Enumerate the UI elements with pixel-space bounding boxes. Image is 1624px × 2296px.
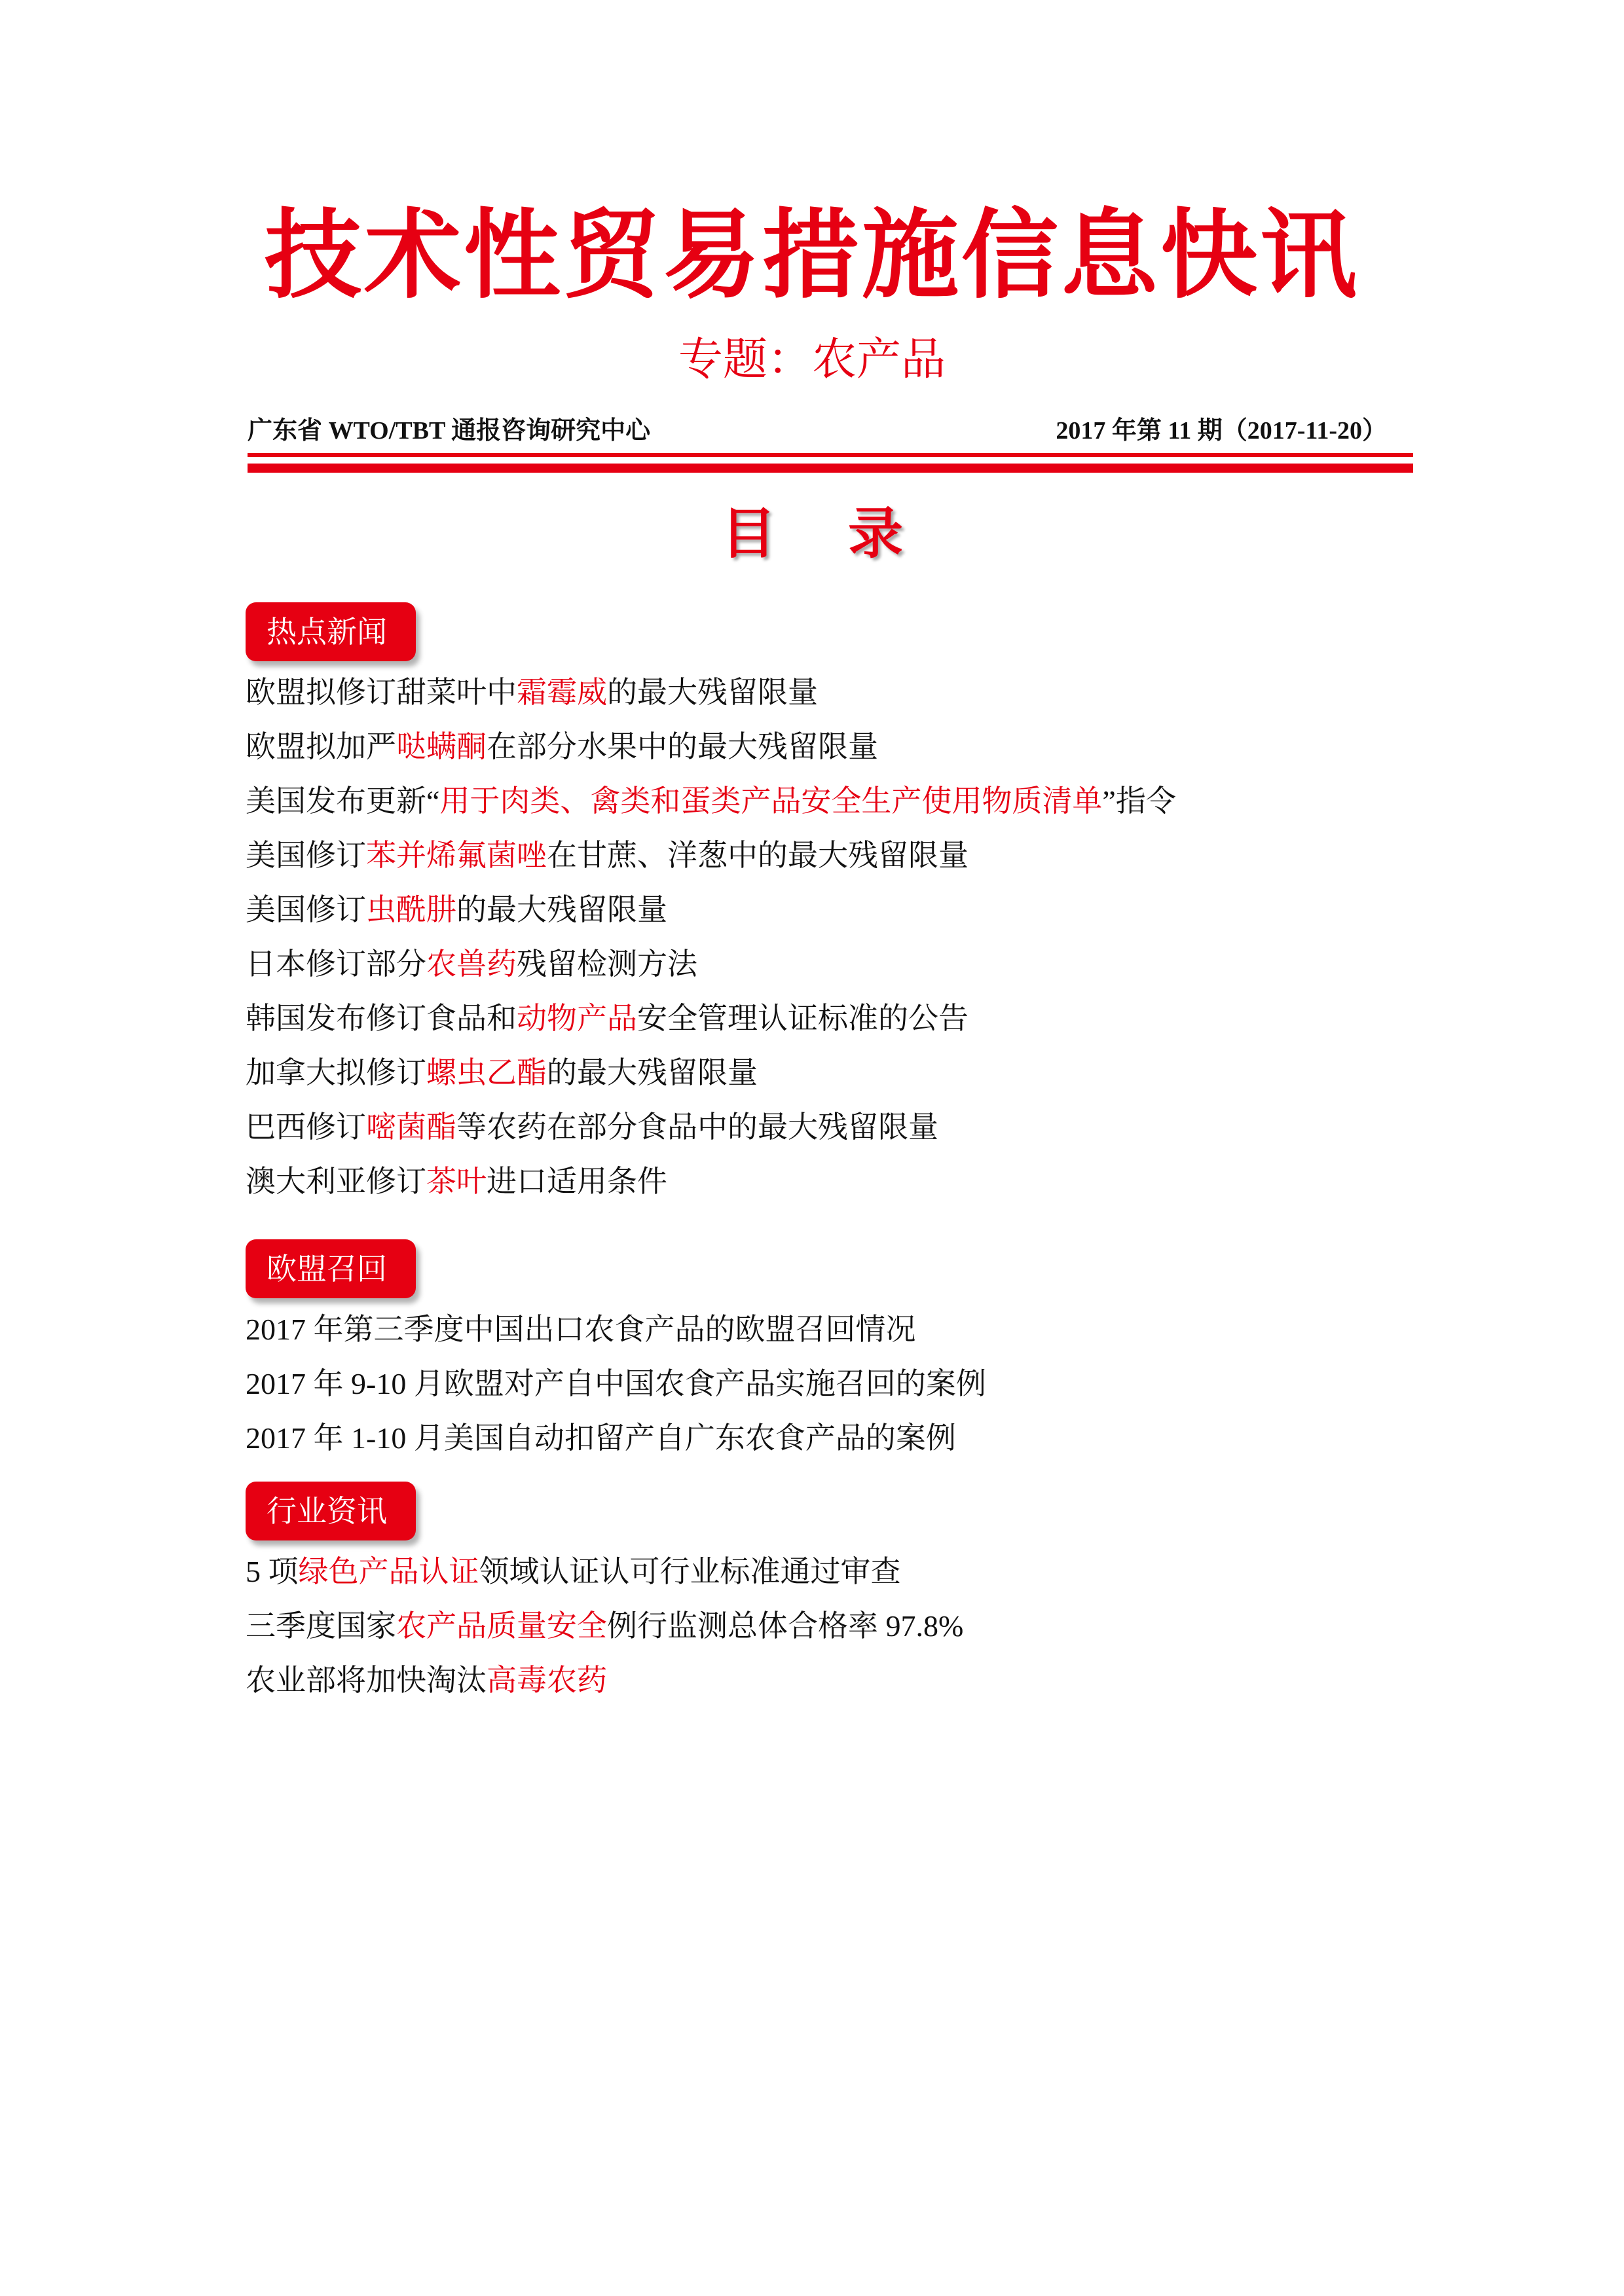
item-text: 美国修订 <box>246 839 366 872</box>
item-highlight: 霜霉威 <box>517 676 607 709</box>
item-text: 农业部将加快淘汰 <box>246 1664 487 1697</box>
item-text: 巴西修订 <box>246 1110 366 1144</box>
toc-item[interactable] <box>246 1411 1424 1465</box>
organization-name: 广东省 WTO/TBT 通报咨询研究中心 <box>248 417 651 445</box>
toc-item[interactable] <box>246 1599 1424 1653</box>
item-text: 欧盟拟加严 <box>246 730 396 763</box>
section-eu-recall <box>246 1239 1424 1465</box>
item-text: 残留检测方法 <box>517 947 697 981</box>
item-text: 澳大利亚修订 <box>246 1165 426 1198</box>
item-text: 2017 年第三季度中国出口农食产品的欧盟召回情况 <box>246 1313 916 1346</box>
toc-item[interactable] <box>246 1357 1424 1411</box>
item-text: 的最大残留限量 <box>456 893 667 926</box>
toc-item[interactable] <box>246 1302 1424 1357</box>
toc-item[interactable] <box>246 937 1424 991</box>
item-text: 进口适用条件 <box>487 1165 667 1198</box>
item-text: 韩国发布修订食品和 <box>246 1002 517 1035</box>
item-highlight: 苯并烯氟菌唑 <box>366 839 547 872</box>
item-highlight: 农兽药 <box>426 947 517 981</box>
item-highlight: 虫酰肼 <box>366 893 456 926</box>
item-highlight: 哒螨酮 <box>396 730 487 763</box>
item-highlight: 嘧菌酯 <box>366 1110 456 1144</box>
bulletin-subtitle: 专题：农产品 <box>678 334 946 386</box>
toc-item[interactable] <box>246 774 1424 828</box>
item-highlight: 茶叶 <box>426 1165 487 1198</box>
toc-item[interactable] <box>246 1653 1424 1707</box>
item-highlight: 绿色产品认证 <box>298 1555 479 1588</box>
toc-item[interactable] <box>246 665 1424 720</box>
item-text: 例行监测总体合格率 97.8% <box>607 1609 964 1643</box>
toc-item[interactable] <box>246 1046 1424 1100</box>
item-text: 安全管理认证标准的公告 <box>637 1002 969 1035</box>
toc-item[interactable] <box>246 1154 1424 1209</box>
item-text: ”指令 <box>1102 784 1176 818</box>
toc-item[interactable] <box>246 828 1424 883</box>
item-text: 等农药在部分食品中的最大残留限量 <box>456 1110 938 1144</box>
item-text: 欧盟拟修订甜菜叶中 <box>246 676 517 709</box>
section-hot-news <box>246 602 1424 1209</box>
item-text: 领域认证认可行业标准通过审查 <box>479 1555 901 1588</box>
item-highlight: 用于肉类、禽类和蛋类产品安全生产使用物质清单 <box>439 784 1103 818</box>
item-text: 日本修订部分 <box>246 947 426 981</box>
item-text: 三季度国家 <box>246 1609 396 1643</box>
bulletin-title: 技术性贸易措施信息快讯 <box>265 199 1359 312</box>
toc-item[interactable] <box>246 1544 1424 1599</box>
section-label: 欧盟召回 <box>246 1239 416 1298</box>
item-text: 5 项 <box>246 1555 299 1588</box>
item-text: 美国发布更新“ <box>246 784 440 818</box>
item-text: 在部分水果中的最大残留限量 <box>487 730 878 763</box>
issue-number: 2017 年第 11 期（2017-11-20） <box>1056 417 1387 445</box>
toc-title: 目录 <box>720 501 975 566</box>
item-highlight: 螺虫乙酯 <box>426 1056 547 1089</box>
item-highlight: 动物产品 <box>517 1002 637 1035</box>
toc-item[interactable] <box>246 1100 1424 1154</box>
toc-item[interactable] <box>246 991 1424 1046</box>
item-text: 在甘蔗、洋葱中的最大残留限量 <box>547 839 969 872</box>
masthead-info <box>248 411 1413 450</box>
item-text: 加拿大拟修订 <box>246 1056 426 1089</box>
item-highlight: 农产品质量安全 <box>396 1609 607 1643</box>
masthead-rule-thick <box>248 464 1413 473</box>
item-text: 的最大残留限量 <box>547 1056 758 1089</box>
section-industry-news <box>246 1482 1424 1707</box>
item-highlight: 高毒农药 <box>487 1664 607 1697</box>
item-text: 2017 年 1-10 月美国自动扣留产自广东农食产品的案例 <box>246 1421 956 1455</box>
masthead-rule-thin <box>248 453 1413 457</box>
item-text: 的最大残留限量 <box>607 676 818 709</box>
toc-item[interactable] <box>246 883 1424 937</box>
item-text: 2017 年 9-10 月欧盟对产自中国农食产品实施召回的案例 <box>246 1367 986 1400</box>
item-text: 美国修订 <box>246 893 366 926</box>
toc-item[interactable] <box>246 720 1424 774</box>
section-label: 行业资讯 <box>246 1482 416 1540</box>
section-label: 热点新闻 <box>246 602 416 661</box>
